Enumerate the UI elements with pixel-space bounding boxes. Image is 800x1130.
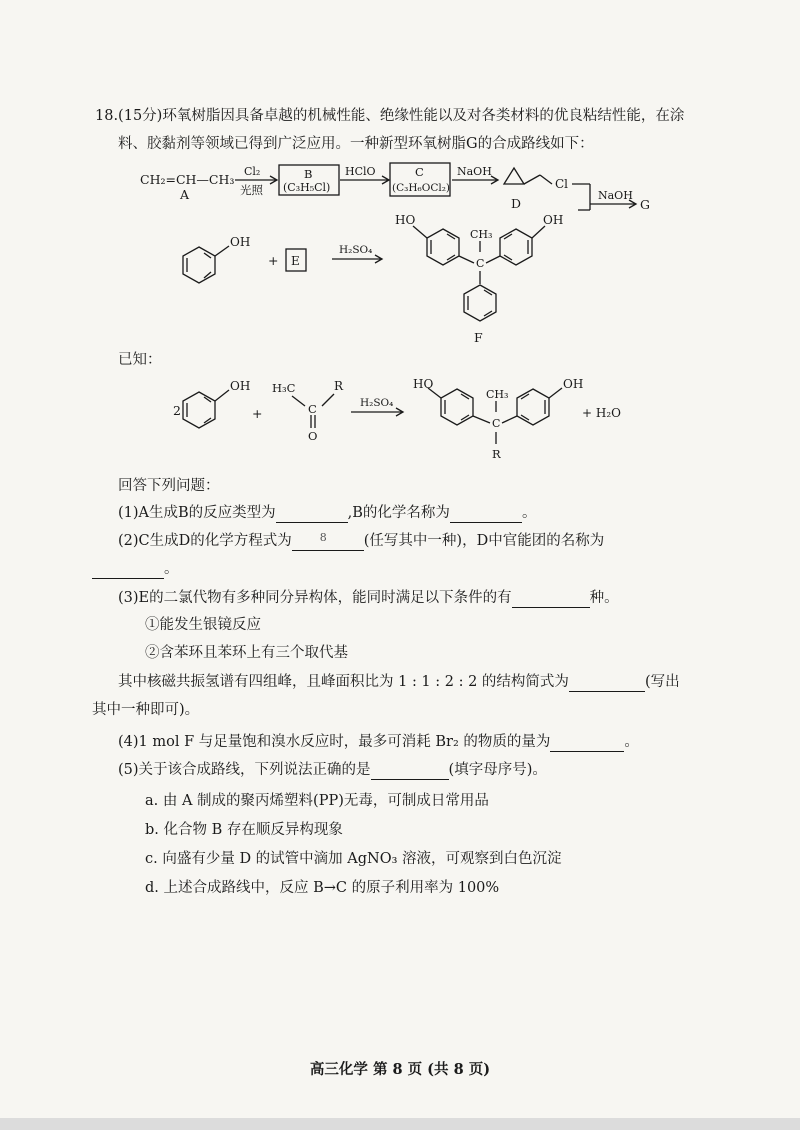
question-2-cont [92, 559, 179, 579]
question-3-nmr [118, 672, 680, 692]
chlorine-atom: Cl [555, 177, 569, 191]
q3-text-a: (3)E的二氯代物有多种同分异构体，能同时满足以下条件的有 [118, 590, 512, 606]
compound-b-label: B [304, 167, 313, 181]
scan-edge [0, 1118, 800, 1130]
q3-condition-1: ①能发生银镜反应 [145, 617, 261, 633]
q5-text-b: (填字母序号)。 [448, 762, 547, 778]
known-central-carbon: C [492, 417, 501, 430]
q5-option-d: d. 上述合成路线中，反应 B→C 的原子利用率为 100% [145, 880, 500, 896]
f-oh: OH [543, 213, 564, 227]
q1-blank-1[interactable] [276, 506, 348, 523]
q1-text-a: (1)A生成B的反应类型为 [118, 505, 276, 521]
page-footer: 高三化学 第 8 页 (共 8 页) [309, 1061, 491, 1078]
compound-d-label: D [511, 196, 522, 211]
question-3 [118, 588, 619, 608]
known-oh: OH [563, 377, 584, 391]
q2-text-a: (2)C生成D的化学方程式为 [118, 533, 292, 549]
known-coefficient: 2 [173, 403, 181, 418]
compound-e-label: E [291, 254, 300, 268]
q3-blank-2[interactable] [569, 675, 645, 692]
question-1 [118, 503, 536, 523]
q2-text-b: (任写其中一种)，D中官能团的名称为 [363, 533, 605, 549]
reagent-naoh-2: NaOH [598, 189, 633, 202]
q2-pencil-mark: 8 [319, 531, 327, 544]
known-r: R [334, 379, 344, 393]
f-ho: HO [395, 213, 416, 227]
compound-c-label: C [415, 165, 424, 179]
q2-blank-2[interactable] [92, 562, 164, 579]
reagent-hclo: HClO [345, 165, 376, 178]
q3-blank-1[interactable] [512, 591, 590, 608]
q1-blank-2[interactable] [450, 506, 522, 523]
known-carbonyl-carbon: C [308, 402, 317, 416]
compound-g-label: G [640, 197, 650, 212]
known-oxygen: O [308, 429, 318, 443]
q2-text-c: 。 [164, 561, 179, 577]
known-water: + H₂O [582, 406, 621, 420]
condition-light: 光照 [240, 183, 263, 197]
q1-text-b: ,B的化学名称为 [347, 505, 450, 521]
q1-text-c: 。 [521, 505, 537, 521]
known-ho: HO [413, 377, 434, 391]
compound-c-formula: (C₃H₆OCl₂) [392, 182, 451, 194]
reagent-cl2: Cl₂ [244, 165, 261, 178]
question-intro-line1: 18.(15分)环氧树脂因具备卓越的机械性能、绝缘性能以及对各类材料的优良粘结性能，在涂 [95, 108, 685, 124]
compound-b-formula: (C₃H₅Cl) [283, 181, 331, 194]
known-h2so4: H₂SO₄ [360, 397, 394, 409]
q3-text-c: 其中核磁共振氢谱有四组峰，且峰面积比为 1 : 1 : 2 : 2 的结构简式为 [118, 674, 569, 690]
known-r-bottom: R [492, 447, 501, 461]
q5-option-a: a. 由 A 制成的聚丙烯塑料(PP)无毒，可制成日常用品 [145, 793, 489, 809]
compound-a-formula: CH₂=CH—CH₃ [140, 172, 235, 187]
question-intro-line2: 料、胶黏剂等领域已得到广泛应用。一种新型环氧树脂G的合成路线如下： [118, 136, 594, 152]
compound-a-label: A [180, 187, 190, 202]
q5-blank[interactable] [371, 763, 449, 780]
q5-option-b: b. 化合物 B 存在顺反异构现象 [145, 822, 343, 838]
f-ch3: CH₃ [470, 228, 493, 241]
known-phenol-oh: OH [230, 379, 251, 393]
q4-text-b: 。 [624, 734, 639, 750]
question-2 [118, 531, 604, 551]
q4-blank[interactable] [550, 735, 624, 752]
reagent-naoh: NaOH [457, 165, 492, 178]
q3-text-e: 其中一种即可)。 [92, 702, 200, 718]
known-title: 已知： [118, 352, 162, 368]
known-ch3: CH₃ [486, 388, 509, 401]
known-h3c: H₃C [272, 381, 296, 395]
question-4 [118, 732, 639, 752]
f-central-carbon: C [476, 257, 485, 270]
q3-text-b: 种。 [589, 590, 619, 606]
question-5 [118, 760, 547, 780]
compound-f-label: F [474, 330, 483, 345]
known-plus: + [252, 406, 263, 421]
plus-sign: + [268, 253, 279, 268]
q5-text-a: (5)关于该合成路线，下列说法正确的是 [118, 762, 371, 778]
phenol-oh: OH [230, 235, 251, 249]
q3-condition-2: ②含苯环且苯环上有三个取代基 [145, 645, 348, 661]
reagent-h2so4: H₂SO₄ [339, 244, 373, 256]
q4-text-a: (4)1 mol F 与足量饱和溴水反应时，最多可消耗 Br₂ 的物质的量为 [118, 734, 551, 750]
answer-title: 回答下列问题： [118, 478, 220, 494]
q2-blank-1[interactable] [292, 531, 364, 551]
q3-text-d: (写出 [644, 674, 680, 690]
q5-option-c: c. 向盛有少量 D 的试管中滴加 AgNO₃ 溶液，可观察到白色沉淀 [145, 851, 562, 867]
